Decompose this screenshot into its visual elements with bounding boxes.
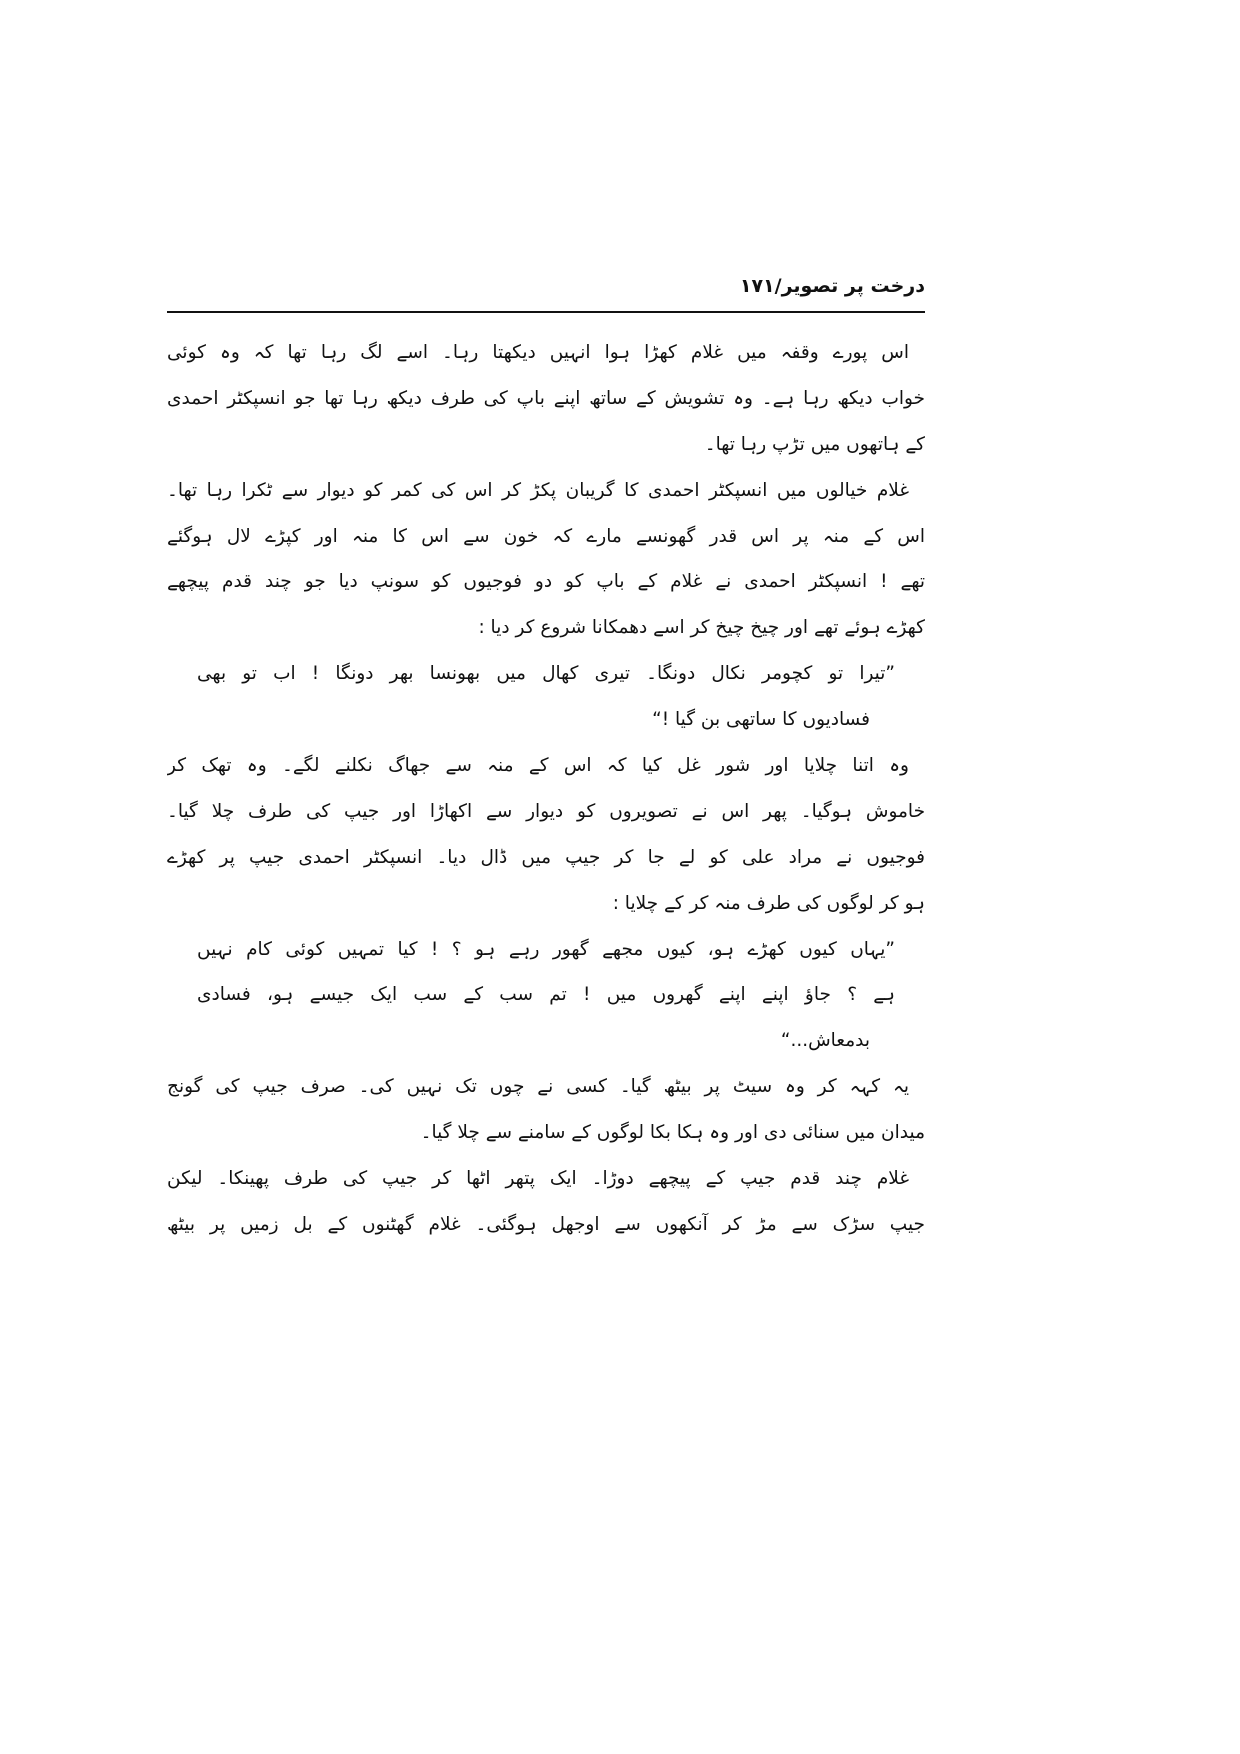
- text-line: فسادیوں کا ساتھی بن گیا !“: [652, 709, 870, 731]
- text-line: خواب دیکھ رہا ہے۔ وہ تشویش کے ساتھ اپنے باپ کی طرف دیکھ رہا تھا جو انسپکٹر احمدی: [167, 387, 925, 409]
- text-line: میدان میں سنائی دی اور وہ ہکا بکا لوگوں کے سامنے سے چلا گیا۔: [420, 1122, 925, 1144]
- text-line: خاموش ہوگیا۔ پھر اس نے تصویروں کو دیوار سے اکھاڑا اور جیپ کی طرف چلا گیا۔: [167, 800, 925, 822]
- text-line: ”تیرا تو کچومر نکال دونگا۔ تیری کھال میں بھونسا بھر دونگا ! اب تو بھی: [197, 663, 895, 685]
- text-line: جیپ سڑک سے مڑ کر آنکھوں سے اوجھل ہوگئی۔ غلام گھٹنوں کے بل زمیں پر بیٹھ: [167, 1213, 925, 1235]
- text-line: غلام چند قدم جیپ کے پیچھے دوڑا۔ ایک پتھر اٹھا کر جیپ کی طرف پھینکا۔ لیکن: [167, 1168, 909, 1190]
- text-line: وہ اتنا چلایا اور شور غل کیا کہ اس کے منہ سے جھاگ نکلنے لگے۔ وہ تھک کر: [167, 755, 909, 777]
- text-line: بدمعاش...“: [780, 1030, 870, 1052]
- text-line: کے ہاتھوں میں تڑپ رہا تھا۔: [704, 433, 925, 455]
- running-header: درخت پر تصویر/۱۷۱: [739, 275, 925, 297]
- text-line: ہو کر لوگوں کی طرف منہ کر کے چلایا :: [612, 892, 925, 914]
- text-line: اس پورے وقفہ میں غلام کھڑا ہوا انہیں دیکھتا رہا۔ اسے لگ رہا تھا کہ وہ کوئی: [167, 342, 909, 363]
- text-line: یہ کہہ کر وہ سیٹ پر بیٹھ گیا۔ کسی نے چوں تک نہیں کی۔ صرف جیپ کی گونج: [167, 1076, 909, 1098]
- text-line: فوجیوں نے مراد علی کو لے جا کر جیپ میں ڈال دیا۔ انسپکٹر احمدی جیپ پر کھڑے: [167, 846, 925, 868]
- text-line: ”یہاں کیوں کھڑے ہو، کیوں مجھے گھور رہے ہو ؟ ! کیا تمہیں کوئی کام نہیں: [197, 938, 895, 960]
- text-line: کھڑے ہوئے تھے اور چیخ چیخ کر اسے دھمکانا شروع کر دیا :: [478, 617, 925, 639]
- text-line: اس کے منہ پر اس قدر گھونسے مارے کہ خون سے اس کا منہ اور کپڑے لال ہوگئے: [167, 525, 925, 547]
- text-line: ہے ؟ جاؤ اپنے اپنے گھروں میں ! تم سب کے سب ایک جیسے ہو، فسادی: [197, 984, 895, 1006]
- text-line: غلام خیالوں میں انسپکٹر احمدی کا گریبان پکڑ کر اس کی کمر کو دیوار سے ٹکرا رہا تھا۔: [167, 479, 909, 501]
- text-line: تھے ! انسپکٹر احمدی نے غلام کے باپ کو دو فوجیوں کو سونپ دیا جو چند قدم پیچھے: [167, 571, 925, 593]
- body-text: [167, 330, 925, 1310]
- header-rule: [167, 311, 925, 313]
